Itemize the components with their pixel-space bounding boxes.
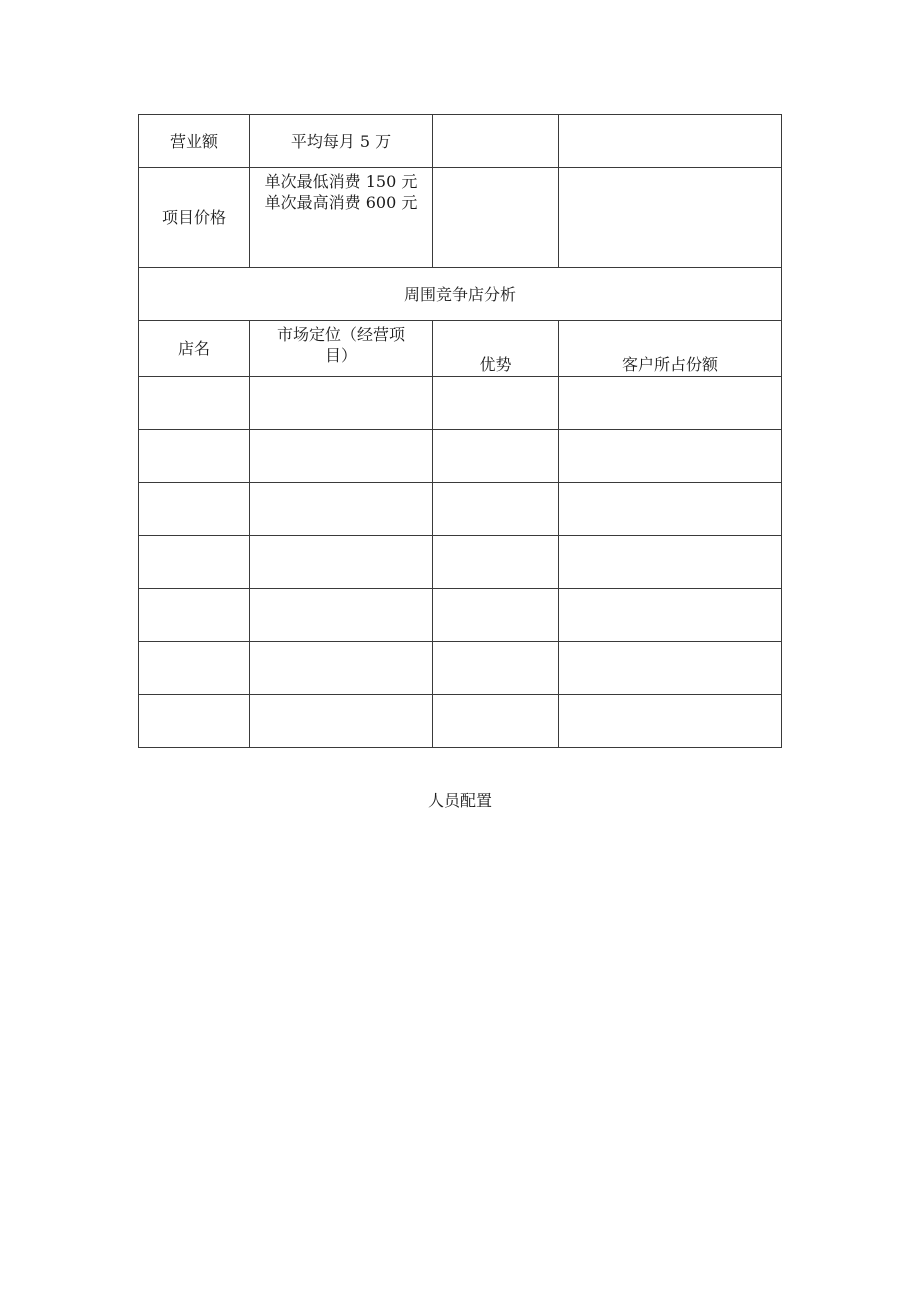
table-cell [139, 377, 250, 430]
revenue-col3 [433, 115, 559, 168]
table-cell [139, 695, 250, 748]
header-store-name: 店名 [139, 321, 250, 377]
table-row [139, 536, 782, 589]
header-market-position [250, 321, 433, 377]
table-cell [250, 695, 433, 748]
table-cell [250, 536, 433, 589]
table-cell [250, 483, 433, 536]
price-min: 单次最低消费 150 元 [264, 172, 418, 191]
table-cell [559, 695, 782, 748]
table-cell [433, 536, 559, 589]
header-market-position-line1: 市场定位（经营项 [276, 325, 405, 344]
revenue-row [139, 115, 782, 168]
table-cell [250, 430, 433, 483]
table-cell [433, 377, 559, 430]
table-row [139, 642, 782, 695]
header-advantage: 优势 [433, 321, 559, 377]
table-cell [433, 589, 559, 642]
table-cell [559, 483, 782, 536]
table-cell [559, 589, 782, 642]
table-row [139, 695, 782, 748]
table-cell [139, 430, 250, 483]
price-col3 [433, 168, 559, 268]
price-value [250, 168, 433, 268]
table-cell [559, 377, 782, 430]
table-cell [139, 536, 250, 589]
price-col4 [559, 168, 782, 268]
table-row [139, 430, 782, 483]
table-cell [559, 536, 782, 589]
staff-section-title: 人员配置 [427, 791, 492, 810]
table-cell [139, 642, 250, 695]
table-cell [433, 430, 559, 483]
table-cell [433, 642, 559, 695]
table-row [139, 377, 782, 430]
section-row [139, 268, 782, 321]
price-label: 项目价格 [139, 168, 250, 268]
table-cell [433, 483, 559, 536]
table-cell [139, 483, 250, 536]
table-row [139, 589, 782, 642]
header-customer-share: 客户所占份额 [559, 321, 782, 377]
table-cell [250, 377, 433, 430]
revenue-col4 [559, 115, 782, 168]
table-row [139, 483, 782, 536]
header-row [139, 321, 782, 377]
header-market-position-line2: 目） [324, 346, 357, 365]
competitor-analysis-table [138, 114, 782, 748]
table-cell [433, 695, 559, 748]
section-title: 周围竞争店分析 [139, 268, 782, 321]
table-cell [139, 589, 250, 642]
table-cell [250, 589, 433, 642]
revenue-label: 营业额 [139, 115, 250, 168]
table-cell [559, 642, 782, 695]
table-cell [559, 430, 782, 483]
revenue-value: 平均每月 5 万 [250, 115, 433, 168]
table-cell [250, 642, 433, 695]
price-row [139, 168, 782, 268]
price-max: 单次最高消费 600 元 [264, 193, 418, 212]
